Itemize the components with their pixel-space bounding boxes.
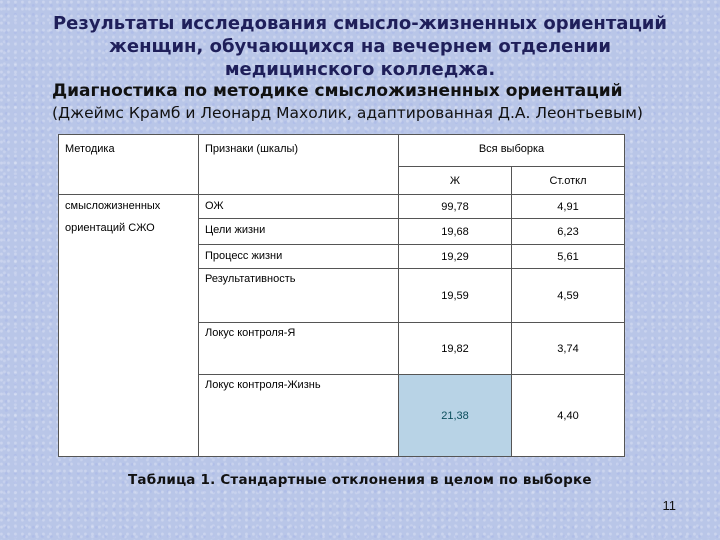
scale-label: Локус контроля-Жизнь — [199, 375, 399, 457]
slide-title — [0, 12, 720, 81]
subtitle-line-1: Диагностика по методике смысложизненных ориентаций — [52, 81, 623, 101]
results-table — [58, 134, 625, 457]
scale-label: Локус контроля-Я — [199, 323, 399, 375]
method-cell-blank — [59, 269, 199, 323]
method-cell-blank — [59, 323, 199, 375]
header-sd: Ст.откл — [512, 167, 625, 195]
sd-value: 3,74 — [512, 323, 625, 375]
mean-value: 19,82 — [399, 323, 512, 375]
method-cell-blank — [59, 375, 199, 457]
header-scales: Признаки (шкалы) — [199, 135, 399, 195]
header-method: Методика — [59, 135, 199, 195]
mean-value: 99,78 — [399, 195, 512, 219]
header-sample: Вся выборка — [399, 135, 625, 167]
method-name-line-2: ориентаций СЖО — [59, 219, 199, 245]
sd-value: 4,91 — [512, 195, 625, 219]
sd-value: 6,23 — [512, 219, 625, 245]
scale-label: Процесс жизни — [199, 245, 399, 269]
page-number: 11 — [662, 498, 676, 513]
mean-value: 19,59 — [399, 269, 512, 323]
subtitle-line-2: (Джеймс Крамб и Леонард Махолик, адаптированная Д.А. Леонтьевым) — [52, 104, 643, 122]
scale-label: ОЖ — [199, 195, 399, 219]
header-mean: Ж — [399, 167, 512, 195]
mean-value-highlighted: 21,38 — [399, 375, 512, 457]
sd-value: 5,61 — [512, 245, 625, 269]
method-cell-blank — [59, 245, 199, 269]
sd-value: 4,40 — [512, 375, 625, 457]
mean-value: 19,68 — [399, 219, 512, 245]
mean-value: 19,29 — [399, 245, 512, 269]
scale-label: Результативность — [199, 269, 399, 323]
title-line-3: медицинского колледжа. — [224, 59, 496, 80]
title-line-1: Результаты исследования смысло-жизненных ориентаций — [52, 13, 668, 34]
title-line-2: женщин, обучающихся на вечернем отделении — [108, 36, 611, 57]
scale-label: Цели жизни — [199, 219, 399, 245]
method-name-line-1: смысложизненных — [59, 195, 199, 219]
sd-value: 4,59 — [512, 269, 625, 323]
slide-subtitle — [52, 80, 692, 124]
table-caption: Таблица 1. Стандартные отклонения в целом по выборке — [128, 472, 592, 488]
